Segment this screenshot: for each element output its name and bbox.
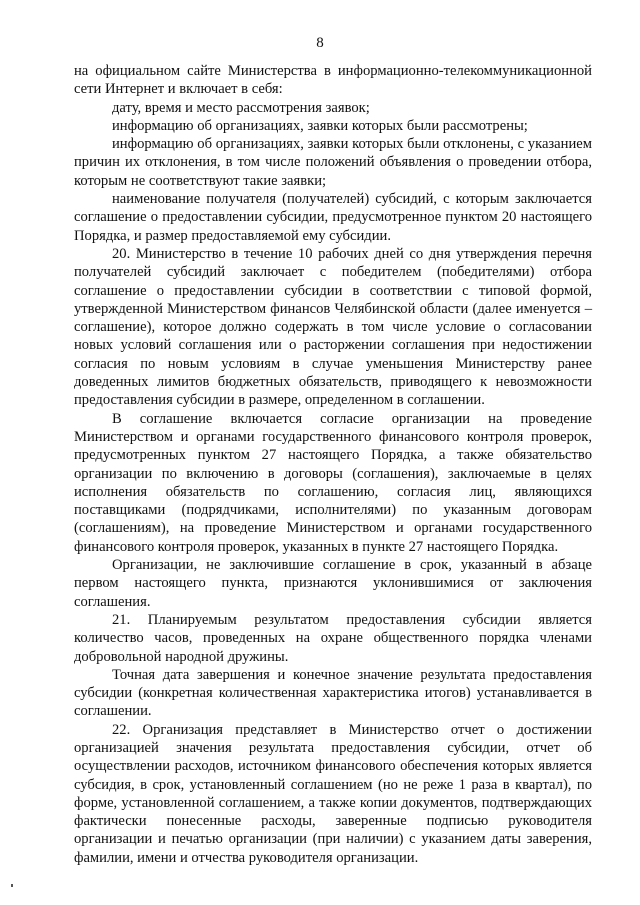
paragraph-evasion: Организации, не заключившие соглашение в срок, указанный в абзаце первом настоящего пункта, признаются уклонившимися от заключения соглашения. bbox=[74, 557, 592, 610]
paragraph-result-date: Точная дата завершения и конечное значение результата предоставления субсидии (конкретная количественная характеристика итогов) устанавливается в соглашении. bbox=[74, 666, 592, 720]
paragraph-clause-20: 20. Министерство в течение 10 рабочих дней со дня утверждения перечня получателей субсидий заключает с победителем (победителями) отбора соглашение о предоставлении субсидии в соответствии с типовой формой, утвержденной Министерством финансов Челябинской области (далее именуется – соглашение), которое должно содержать в том числе условие о согласовании новых условий соглашения или о расторжении соглашения при недостижении согласия по новым условиям в случае уменьшения Министерству ранее доведенных лимитов бюджетных обязательств, приводящего к невозможности предоставления субсидии в размере, определенном в соглашении. bbox=[74, 245, 592, 409]
document-body bbox=[74, 62, 592, 867]
paragraph-recipient-name: наименование получателя (получателей) субсидий, с которым заключается соглашение о предоставлении субсидии, предусмотренное пунктом 20 настоящего Порядка, и размер предоставляемой ему субсидии. bbox=[74, 191, 592, 244]
paragraph-clause-22: 22. Организация представляет в Министерство отчет о достижении организацией значения результата предоставления субсидии, отчет об осуществлении расходов, источником финансового обеспечения которых является субсидия, в срок, установленный соглашением (но не реже 1 раза в квартал), по форме, установленной соглашением, а также копии документов, подтверждающих фактически понесенные расходы, заверенные подписью руководителя организации и печатью организации (при наличии) с указанием даты заверения, фамилии, имени и отчества руководителя организации. bbox=[74, 721, 592, 866]
paragraph-review-date: дату, время и место рассмотрения заявок; bbox=[112, 99, 370, 116]
paragraph-reviewed-applications: информацию об организациях, заявки которых были рассмотрены; bbox=[112, 117, 528, 134]
scan-artifact bbox=[11, 884, 13, 887]
paragraph-clause-21: 21. Планируемым результатом предоставления субсидии является количество часов, проведенных на охране общественного порядка членами добровольной народной дружины. bbox=[74, 611, 592, 665]
paragraph-publication-intro: на официальном сайте Министерства в информационно-телекоммуникационной сети Интернет и включает в себя: bbox=[74, 63, 592, 98]
page-number: 8 bbox=[316, 35, 324, 51]
paragraph-rejected-applications: информацию об организациях, заявки которых были отклонены, с указанием причин их отклонения, в том числе положений объявления о проведении отбора, которым не соответствуют такие заявки; bbox=[74, 136, 592, 189]
paragraph-agreement-consent: В соглашение включается согласие организации на проведение Министерством и органами государственного финансового контроля проверок, предусмотренных пунктом 27 настоящего Порядка, а также обязательство организации по включению в договоры (соглашения), заключаемые в целях исполнения обязательств по соглашению, согласия лиц, являющихся поставщиками (подрядчиками, исполнителями) по указанным договорам (соглашениям), на проведение Министерством и органами государственного финансового контроля проверок, указанных в пункте 27 настоящего Порядка. bbox=[74, 410, 592, 555]
